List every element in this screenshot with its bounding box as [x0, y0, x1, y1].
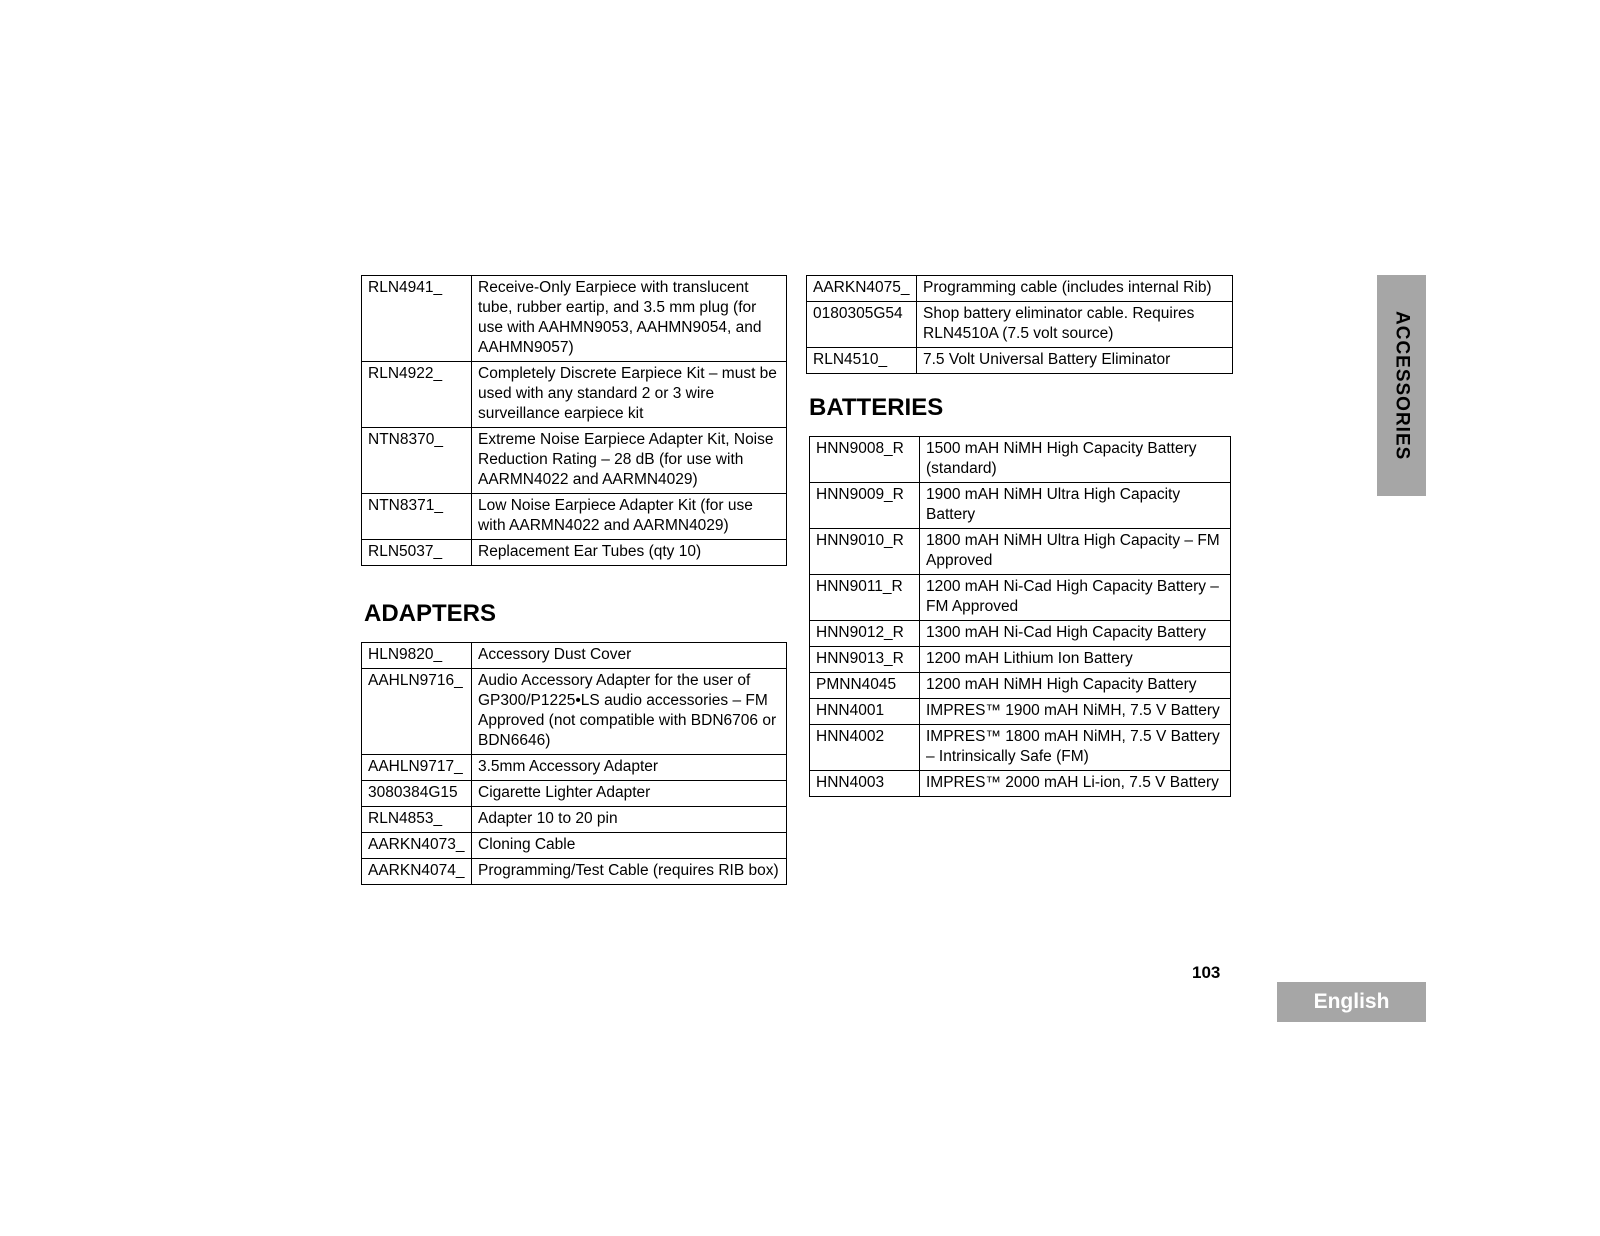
table-row	[810, 725, 1231, 771]
table-row	[362, 428, 787, 494]
table-row	[362, 494, 787, 540]
adapters-table	[361, 642, 787, 885]
description-cell: 7.5 Volt Universal Battery Eliminator	[917, 348, 1233, 374]
part-number-cell: HNN9013_R	[810, 647, 920, 673]
part-number-cell: HNN9012_R	[810, 621, 920, 647]
description-cell: Low Noise Earpiece Adapter Kit (for use with AARMN4022 and AARMN4029)	[472, 494, 787, 540]
table-row	[807, 276, 1233, 302]
part-number-cell: 0180305G54	[807, 302, 917, 348]
description-cell: 1200 mAH Ni-Cad High Capacity Battery – FM Approved	[920, 575, 1231, 621]
part-number-cell: RLN4510_	[807, 348, 917, 374]
description-cell: Accessory Dust Cover	[472, 643, 787, 669]
table-row	[362, 540, 787, 566]
table-row	[810, 483, 1231, 529]
description-cell: 1200 mAH NiMH High Capacity Battery	[920, 673, 1231, 699]
part-number-cell: HNN9011_R	[810, 575, 920, 621]
language-tab: English	[1277, 982, 1426, 1022]
description-cell: Extreme Noise Earpiece Adapter Kit, Noise Reduction Rating – 28 dB (for use with AARMN4022 and AARMN4029)	[472, 428, 787, 494]
part-number-cell: AARKN4073_	[362, 833, 472, 859]
part-number-cell: HNN9010_R	[810, 529, 920, 575]
adapters-heading: ADAPTERS	[364, 600, 497, 627]
programming-table	[806, 275, 1233, 374]
description-cell: IMPRES™ 1900 mAH NiMH, 7.5 V Battery	[920, 699, 1231, 725]
description-cell: IMPRES™ 2000 mAH Li-ion, 7.5 V Battery	[920, 771, 1231, 797]
description-cell: 3.5mm Accessory Adapter	[472, 755, 787, 781]
description-cell: Cigarette Lighter Adapter	[472, 781, 787, 807]
part-number-cell: 3080384G15	[362, 781, 472, 807]
table-row	[810, 699, 1231, 725]
description-cell: Replacement Ear Tubes (qty 10)	[472, 540, 787, 566]
part-number-cell: RLN4922_	[362, 362, 472, 428]
table-row	[807, 302, 1233, 348]
part-number-cell: HNN4003	[810, 771, 920, 797]
part-number-cell: NTN8371_	[362, 494, 472, 540]
table-row	[362, 807, 787, 833]
table-row	[810, 771, 1231, 797]
description-cell: 1300 mAH Ni-Cad High Capacity Battery	[920, 621, 1231, 647]
table-row	[810, 437, 1231, 483]
description-cell: Receive-Only Earpiece with translucent tube, rubber eartip, and 3.5 mm plug (for use with AAHMN9053, AAHMN9054, and AAHMN9057)	[472, 276, 787, 362]
table-row	[810, 621, 1231, 647]
table-row	[362, 859, 787, 885]
description-cell: 1500 mAH NiMH High Capacity Battery (standard)	[920, 437, 1231, 483]
table-row	[362, 643, 787, 669]
part-number-cell: NTN8370_	[362, 428, 472, 494]
earpiece-table	[361, 275, 787, 566]
table-row	[362, 276, 787, 362]
description-cell: Adapter 10 to 20 pin	[472, 807, 787, 833]
part-number-cell: HNN9008_R	[810, 437, 920, 483]
description-cell: 1200 mAH Lithium Ion Battery	[920, 647, 1231, 673]
part-number-cell: HNN9009_R	[810, 483, 920, 529]
part-number-cell: HNN4002	[810, 725, 920, 771]
description-cell: 1800 mAH NiMH Ultra High Capacity – FM Approved	[920, 529, 1231, 575]
table-row	[810, 673, 1231, 699]
part-number-cell: AAHLN9717_	[362, 755, 472, 781]
part-number-cell: HNN4001	[810, 699, 920, 725]
part-number-cell: PMNN4045	[810, 673, 920, 699]
description-cell: Programming/Test Cable (requires RIB box)	[472, 859, 787, 885]
table-row	[362, 833, 787, 859]
description-cell: IMPRES™ 1800 mAH NiMH, 7.5 V Battery – Intrinsically Safe (FM)	[920, 725, 1231, 771]
description-cell: Programming cable (includes internal Rib)	[917, 276, 1233, 302]
description-cell: Audio Accessory Adapter for the user of GP300/P1225•LS audio accessories – FM Approved (not compatible with BDN6706 or BDN6646)	[472, 669, 787, 755]
table-row	[362, 362, 787, 428]
side-tab-label: ACCESSORIES	[1391, 310, 1413, 461]
part-number-cell: HLN9820_	[362, 643, 472, 669]
part-number-cell: RLN4941_	[362, 276, 472, 362]
table-row	[807, 348, 1233, 374]
part-number-cell: AARKN4075_	[807, 276, 917, 302]
description-cell: Cloning Cable	[472, 833, 787, 859]
batteries-table	[809, 436, 1231, 797]
table-row	[810, 647, 1231, 673]
description-cell: Shop battery eliminator cable. Requires RLN4510A (7.5 volt source)	[917, 302, 1233, 348]
table-row	[810, 529, 1231, 575]
page-number: 103	[1192, 963, 1221, 982]
part-number-cell: RLN5037_	[362, 540, 472, 566]
description-cell: 1900 mAH NiMH Ultra High Capacity Battery	[920, 483, 1231, 529]
table-row	[362, 669, 787, 755]
part-number-cell: AAHLN9716_	[362, 669, 472, 755]
description-cell: Completely Discrete Earpiece Kit – must be used with any standard 2 or 3 wire surveillance earpiece kit	[472, 362, 787, 428]
table-row	[810, 575, 1231, 621]
table-row	[362, 781, 787, 807]
part-number-cell: AARKN4074_	[362, 859, 472, 885]
table-row	[362, 755, 787, 781]
part-number-cell: RLN4853_	[362, 807, 472, 833]
section-side-tab	[1377, 275, 1426, 496]
batteries-heading: BATTERIES	[809, 394, 944, 421]
